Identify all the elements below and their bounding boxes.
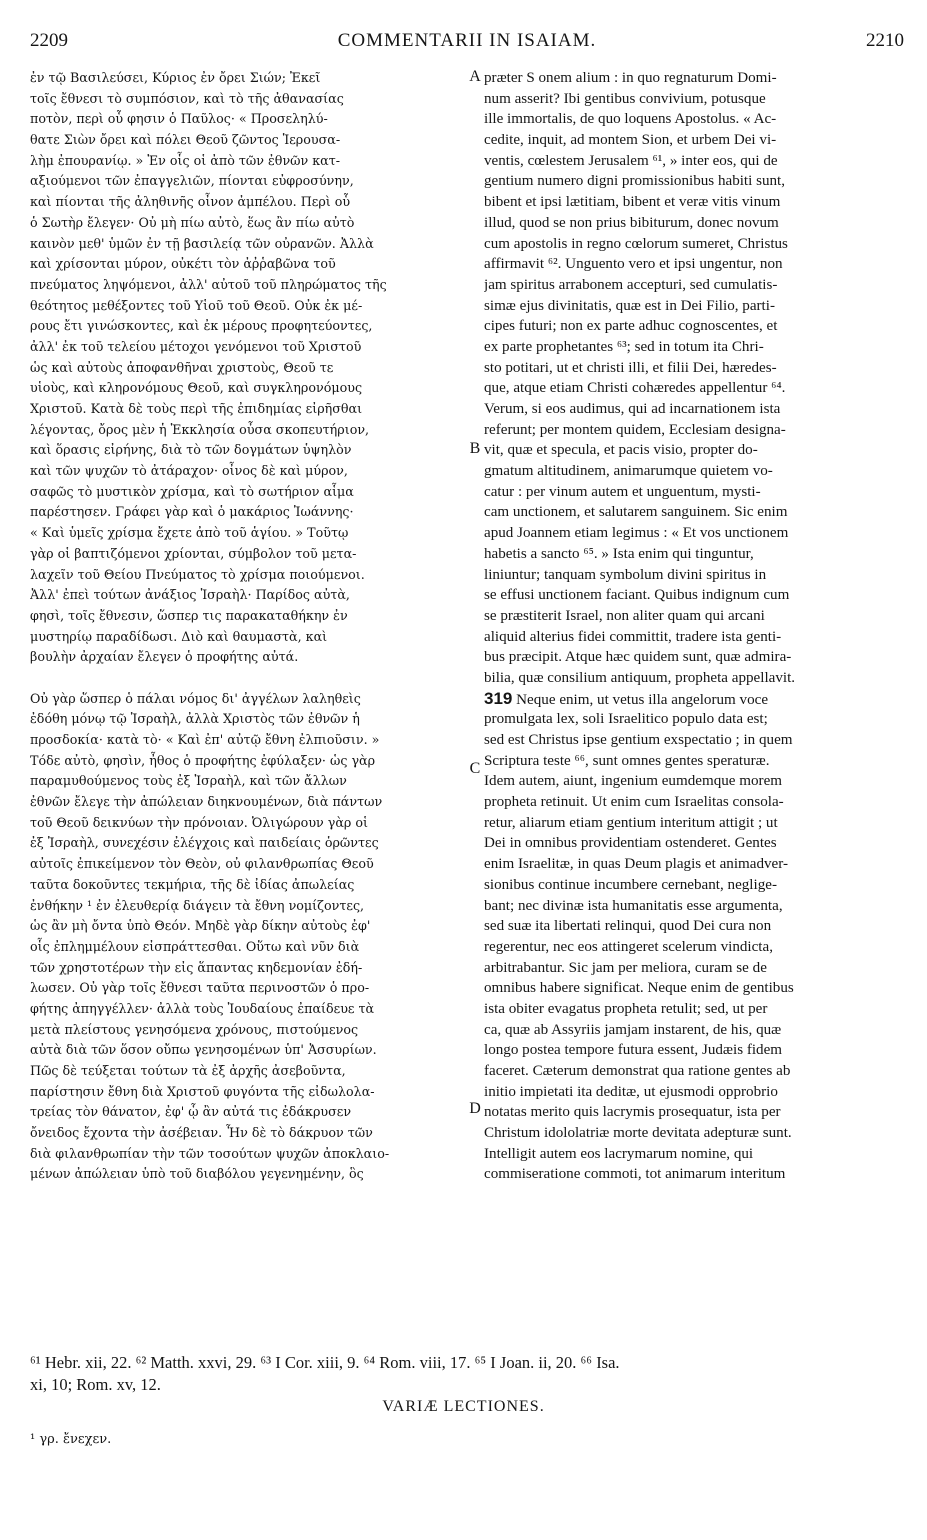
- latin-text-line: se effusi unctionem faciant. Quibus indignum cum: [484, 587, 790, 604]
- latin-text-line: vit, quæ et specula, et pacis visio, propter do-: [484, 442, 758, 459]
- latin-text-line: bilia, quæ consilium antiquum, propheta appellavit.: [484, 669, 796, 686]
- latin-text-line: ca, quæ ab Assyriis jamjam instarent, de his, quæ: [484, 1021, 782, 1038]
- greek-text-line: Οὐ γὰρ ὥσπερ ὁ πάλαι νόμος δι' ἀγγέλων λαληθεὶς: [30, 690, 361, 706]
- greek-text-line: μετὰ πλείστους γενησόμενα χρόνους, πιστούμενος: [30, 1021, 359, 1037]
- latin-text-line: enim Israelitæ, in quas Deum plagis et animadver-: [484, 856, 789, 873]
- latin-text-line: gentium numero digni promissionibus habiti sunt,: [484, 173, 786, 190]
- greek-text-line: καινὸν μεθ' ὑμῶν ἐν τῇ βασιλείᾳ τῶν οὐρανῶν. Ἀλλὰ: [30, 235, 374, 251]
- greek-text-line: καὶ τῶν ψυχῶν τὸ ἀτάραχον· οἶνος δὲ καὶ μύρον,: [30, 463, 348, 479]
- greek-text-line: θατε Σιὼν ὄρει καὶ πόλει Θεοῦ ζῶντος Ἱερουσα-: [30, 132, 341, 148]
- margin-letter-c: C: [469, 760, 481, 777]
- greek-text-line: σαφῶς τὸ μυστικὸν χρίσμα, καὶ τὸ σωτήριον αἷμα: [30, 483, 354, 499]
- latin-text-line: ex parte prophetantes ⁶³; sed in totum ita Chri-: [484, 338, 764, 355]
- greek-text-line: καὶ ὅρασις εἰρήνης, διὰ τὸ τῶν δογμάτων ὑψηλὸν: [30, 442, 352, 458]
- greek-text-line: λὴμ ἐπουρανίῳ. » Ἐν οἷς οἱ ἀπὸ τῶν ἐθνῶν κατ-: [30, 152, 341, 168]
- greek-text-line: λωσεν. Οὐ γὰρ τοῖς ἔθνεσι ταῦτα περινοστῶν ὁ προ-: [30, 980, 370, 996]
- latin-text-column: [484, 68, 904, 1348]
- page-number-left: 2209: [30, 30, 68, 51]
- margin-letter-b: B: [469, 440, 481, 457]
- greek-text-line: φησὶ, τοῖς ἔθνεσιν, ὥσπερ τις παρακαταθήκην ἐν: [30, 607, 348, 623]
- latin-text-line: liniuntur; tanquam symbolum divini spiritus in: [484, 566, 767, 583]
- latin-text-line: propheta retinuit. Ut enim cum Israelitas consola-: [484, 794, 784, 811]
- greek-text-line: προσδοκία· κατὰ τὸ· « Καὶ ἐπ' αὐτῷ ἔθνη ἐλπιοῦσιν. »: [30, 732, 380, 747]
- greek-text-line: ὡς ἂν μὴ ὄντα ὑπὸ Θεόν. Μηδὲ γὰρ δίκην αὐτοὺς ἐφ': [30, 918, 371, 934]
- latin-text-line: jam spiritus arrabonem accepturi, sed cumulatis-: [484, 276, 778, 293]
- footnote-line: ⁶¹ Hebr. xii, 22. ⁶² Matth. xxvi, 29. ⁶³ I Cor. xiii, 9. ⁶⁴ Rom. viii, 17. ⁶⁵ I Joan. ii, 20. ⁶⁶ Isa.: [30, 1353, 620, 1372]
- latin-text-line: sed suæ ita libertati relinqui, quod Dei cura non: [484, 918, 772, 935]
- greek-text-line: ἐξ Ἰσραὴλ, συνεχέσιν ἐλέγχοις καὶ παιδείαις ὁρῶντες: [30, 835, 379, 851]
- latin-text-line: referunt; per montem quidem, Ecclesiam designa-: [484, 421, 786, 438]
- greek-text-line: ἀλλ' ἐκ τοῦ τελείου μέτοχοι γενόμενοι τοῦ Χριστοῦ: [30, 338, 362, 354]
- greek-text-line: Τόδε αὐτὸ, φησὶν, ἦθος ὁ προφήτης ἐφύλαξεν· ὡς γὰρ: [30, 752, 376, 768]
- greek-text-line: ταῦτα δοκοῦντες τεκμήρια, τῆς δὲ ἰδίας ἀπωλείας: [30, 876, 355, 892]
- latin-text-line: cam unctionem, et salutarem sanguinem. Sic enim: [484, 504, 788, 521]
- greek-text-line: πνεύματος ληψόμενοι, ἀλλ' αὐτοῦ τοῦ πληρώματος τῆς: [30, 276, 387, 292]
- greek-text-line: ἐνθήκην ¹ ἐν ἐλευθερίᾳ διάγειν τὰ ἔθνη νομίζοντες,: [30, 897, 365, 913]
- latin-text-line: ventis, cœlestem Jerusalem ⁶¹, » inter eos, qui de: [484, 152, 778, 169]
- latin-text-line: apud Joannem etiam legimus : « Et vos unctionem: [484, 525, 789, 542]
- latin-text-line: bant; nec divinæ ista humanitatis esse argumenta,: [484, 897, 783, 914]
- variae-lectiones-entry: ¹ γρ. ἔνεχεν.: [30, 1432, 112, 1447]
- latin-text-line: ista obiter evagatus propheta retulit; sed, ut per: [484, 1000, 768, 1017]
- greek-text-line: παρέστησεν. Γράφει γὰρ καὶ ὁ μακάριος Ἰωάννης·: [30, 504, 354, 520]
- variae-lectiones-heading: VARIÆ LECTIONES.: [382, 1398, 545, 1415]
- latin-text-line: Verum, si eos audimus, qui ad incarnationem ista: [484, 401, 781, 417]
- latin-text-line: ille immortalis, de quo loquens Apostolus. « Ac-: [484, 111, 777, 128]
- latin-text-line: omnibus habere significat. Neque enim de gentibus: [484, 980, 794, 997]
- greek-text-line: αξιούμενοι τῶν ἐπαγγελιῶν, πίονται εὐφροσύνην,: [30, 173, 354, 189]
- greek-text-line: Χριστοῦ. Κατὰ δὲ τοὺς περὶ τῆς ἐπιδημίας εἰρῆσθαι: [30, 401, 363, 416]
- latin-text-line: cedite, inquit, ad montem Sion, et urbem Dei vi-: [484, 132, 777, 149]
- greek-text-line: θεότητος μεθέξοντες τοῦ Υἱοῦ τοῦ Θεοῦ. Οὐκ ἐκ μέ-: [30, 297, 363, 313]
- greek-text-line: ἐθνῶν ἔλεγε τὴν ἀπώλειαν διηκνουμένων, διὰ πάντων: [30, 794, 383, 810]
- latin-text-line: sionibus continue incumbere cernebant, neglige-: [484, 876, 777, 893]
- column-number: 319: [484, 688, 513, 708]
- latin-text-line: regerentur, nec eos attingeret scelerum vindicta,: [484, 938, 773, 955]
- greek-text-line: οἷς ἐπλημμέλουν εἰσπράττεσθαι. Οὕτω καὶ νῦν διὰ: [30, 938, 360, 954]
- latin-text-line: bibent et ipsi lætitiam, bibent et veræ vitis vinum: [484, 194, 781, 211]
- latin-text-line: sed est Christus ipse gentium exspectatio ; in quem: [484, 732, 793, 748]
- greek-text-line: αὐτοῖς ἐπικείμενον τὸν Θεὸν, οὐ φιλανθρωπίας Θεοῦ: [30, 856, 374, 872]
- latin-text-line: sto potitari, ut et christi illi, et filii Dei, hæredes-: [484, 359, 777, 376]
- latin-text-line: 319 Neque enim, ut vetus illa angelorum voce: [484, 688, 769, 708]
- greek-text-column: [30, 68, 466, 1348]
- greek-text-line: τοῖς ἔθνεσι τὸ συμπόσιον, καὶ τὸ τῆς ἀθανασίας: [30, 90, 344, 106]
- latin-text-line: faceret. Cæterum demonstrat qua ratione gentes ab: [484, 1063, 791, 1079]
- latin-text-line: Intelligit autem eos lacrymarum nomine, qui: [484, 1145, 754, 1162]
- latin-text-line: se præstiterit Israel, non aliter quam qui arcani: [484, 607, 765, 624]
- greek-text-line: υἱοὺς, καὶ κληρονόμους Θεοῦ, καὶ συγκληρονόμους: [30, 380, 363, 396]
- latin-text-line: bus præcipit. Atque hæc quidem sunt, quæ admira-: [484, 649, 792, 666]
- running-header: [30, 30, 904, 54]
- greek-text-line: « Καὶ ὑμεῖς χρίσμα ἔχετε ἀπὸ τοῦ ἁγίου. » Τοῦτῳ: [30, 525, 349, 541]
- greek-text-line: μυστηρίῳ παραδίδωσι. Διὸ καὶ θαυμαστὰ, καὶ: [30, 628, 328, 644]
- footnotes: [30, 1352, 904, 1396]
- greek-text-line: παρίστησιν ἔθνη διὰ Χριστοῦ φυγόντα τῆς εἰδωλολα-: [30, 1083, 375, 1099]
- margin-letter-a: A: [469, 68, 481, 85]
- greek-text-line: καὶ χρίσονται μύρον, οὐκέτι τὸν ἀῤῥαβῶνα τοῦ: [30, 256, 336, 272]
- greek-text-line: τρείας τὸν θάνατον, ἐφ' ᾧ ἂν αὐτά τις ἐδάκρυσεν: [30, 1104, 352, 1120]
- latin-text-line: affirmavit ⁶². Unguento vero et ipsi ungentur, non: [484, 256, 783, 273]
- greek-text-line: καὶ πίονται τῆς ἀληθινῆς οἶνον ἀμπέλου. Περὶ οὗ: [30, 194, 351, 210]
- latin-text-line: Dei in omnibus providentiam ostenderet. Gentes: [484, 835, 777, 852]
- greek-text-line: λέγοντας, ὄρος μὲν ἡ Ἐκκλησία οὖσα σκοπευτήριον,: [30, 421, 370, 437]
- latin-text-line: promulgata lex, soli Israelitico populo data est;: [484, 711, 768, 728]
- latin-text-line: retur, aliarum etiam gentium interitum attigit ; ut: [484, 814, 778, 831]
- latin-text-line: Christum idololatriæ morte devitata adepturæ sunt.: [484, 1125, 792, 1142]
- latin-text-line: initio impietati ita deditæ, ut ejusmodi opprobrio: [484, 1083, 778, 1100]
- latin-text-line: Scriptura teste ⁶⁶, sunt omnes gentes speraturæ.: [484, 752, 770, 769]
- greek-text-line: λαχεῖν τοῦ Θείου Πνεύματος τὸ χρίσμα ποιούμενοι.: [30, 566, 365, 582]
- latin-text-line: commiseratione commoti, tot animarum interitum: [484, 1166, 786, 1183]
- greek-text-line: ἐν τῷ Βασιλεύσει, Κύριος ἐν ὄρει Σιών; Ἐκεῖ: [30, 70, 321, 85]
- latin-text-line: que, atque etiam Christi cohæredes appellentur ⁶⁴.: [484, 380, 786, 397]
- latin-text-line: longo postea tempore futura essent, Judæis fidem: [484, 1042, 783, 1059]
- greek-text-line: φήτης ἀπηγγέλλεν· ἀλλὰ τοὺς Ἰουδαίους ἐπαίδευε τὰ: [30, 1000, 375, 1016]
- greek-text-line: ὁ Σωτὴρ ἔλεγεν· Οὐ μὴ πίω αὐτὸ, ἕως ἂν πίω αὐτὸ: [30, 214, 355, 230]
- latin-text-line: notatas merito quis lacrymis prosequatur, ista per: [484, 1104, 781, 1121]
- latin-text-line: cum apostolis in regno cœlorum sumeret, Christus: [484, 235, 788, 252]
- greek-text-line: ἐδόθη μόνῳ τῷ Ἰσραὴλ, ἀλλὰ Χριστὸς τῶν ἐθνῶν ἡ: [30, 711, 360, 727]
- greek-text-line: μένων ἀπώλειαν ὑπὸ τοῦ διαβόλου γεγενημένην, ὃς: [30, 1166, 364, 1182]
- latin-text-line: habetis a sancto ⁶⁵. » Ista enim qui tinguntur,: [484, 545, 754, 562]
- greek-text-line: [30, 668, 466, 689]
- latin-text-line: cipes futuri; non ex parte adhuc cognoscentes, et: [484, 318, 778, 335]
- latin-text-line: gmatum altitudinem, animarumque quietem vo-: [484, 463, 773, 480]
- greek-text-line: τοῦ Θεοῦ δεικνύων τὴν πρόνοιαν. Ὀλιγώρουν γὰρ οἱ: [30, 814, 369, 830]
- greek-text-line: ὡς καὶ αὐτοὺς ἀποφανθῆναι χριστοὺς, Θεοῦ τε: [30, 359, 334, 375]
- latin-text-line: Idem autem, aiunt, ingenium eumdemque morem: [484, 773, 783, 790]
- latin-text-line: illud, quod se non prius bibiturum, donec novum: [484, 214, 779, 231]
- page-number-right: 2210: [866, 30, 904, 51]
- footnote-line: xi, 10; Rom. xv, 12.: [30, 1375, 161, 1394]
- latin-text-line: arbitrabantur. Sic jam per meliora, curam se de: [484, 959, 767, 976]
- greek-text-line: γὰρ οἱ βαπτιζόμενοι χρίονται, σύμβολον τοῦ μετα-: [30, 545, 357, 561]
- latin-text-line: catur : per vinum autem et unguentum, mysti-: [484, 483, 761, 500]
- greek-text-line: βουλὴν ἀρχαίαν ἔλεγεν ὁ προφήτης αὐτά.: [30, 649, 299, 665]
- margin-letter-d: D: [469, 1100, 481, 1117]
- running-title: COMMENTARII IN ISAIAM.: [337, 30, 597, 51]
- greek-text-line: ὄνειδος ἔχοντα τὴν ἀσέβειαν. Ἦν δὲ τὸ δάκρυον τῶν: [30, 1125, 373, 1141]
- greek-text-line: ποτὸν, περὶ οὗ φησιν ὁ Παῦλος· « Προσεληλύ-: [30, 111, 328, 127]
- greek-text-line: τῶν χρηστοτέρων τὴν εἰς ἅπαντας κηδεμονίαν ἐδή-: [30, 959, 363, 975]
- greek-text-line: παραμυθούμενος τοὺς ἐξ Ἰσραὴλ, καὶ τῶν ἄλλων: [30, 773, 347, 789]
- greek-text-line: αὐτὰ διὰ τῶν ὅσον οὔπω γενησομένων ὑπ' Ἀσσυρίων.: [30, 1042, 377, 1058]
- latin-text-line: aliquid alterius fidei committit, tradere ista genti-: [484, 628, 782, 645]
- greek-text-line: διὰ φιλανθρωπίαν τὴν τῶν τοσούτων ψυχῶν ἀποκλαιο-: [30, 1145, 390, 1161]
- latin-text-line: num asserit? Ibi gentibus convivium, potusque: [484, 90, 766, 107]
- latin-text-line: præter S onem alium : in quo regnaturum Domi-: [484, 70, 777, 86]
- greek-text-line: Ἀλλ' ἐπεὶ τούτων ἀνάξιος Ἰσραὴλ· Παρίδος αὐτὰ,: [30, 587, 350, 603]
- greek-text-line: ρους ἔτι γινώσκοντες, καὶ ἐκ μέρους προφητεύοντες,: [30, 318, 373, 334]
- greek-text-line: Πῶς δὲ τεύξεται τούτων τὰ ἐξ ἀρχῆς ἀσεβοῦντα,: [30, 1063, 346, 1078]
- latin-text-line: simæ ejus divinitatis, quæ est in Dei Filio, parti-: [484, 297, 775, 314]
